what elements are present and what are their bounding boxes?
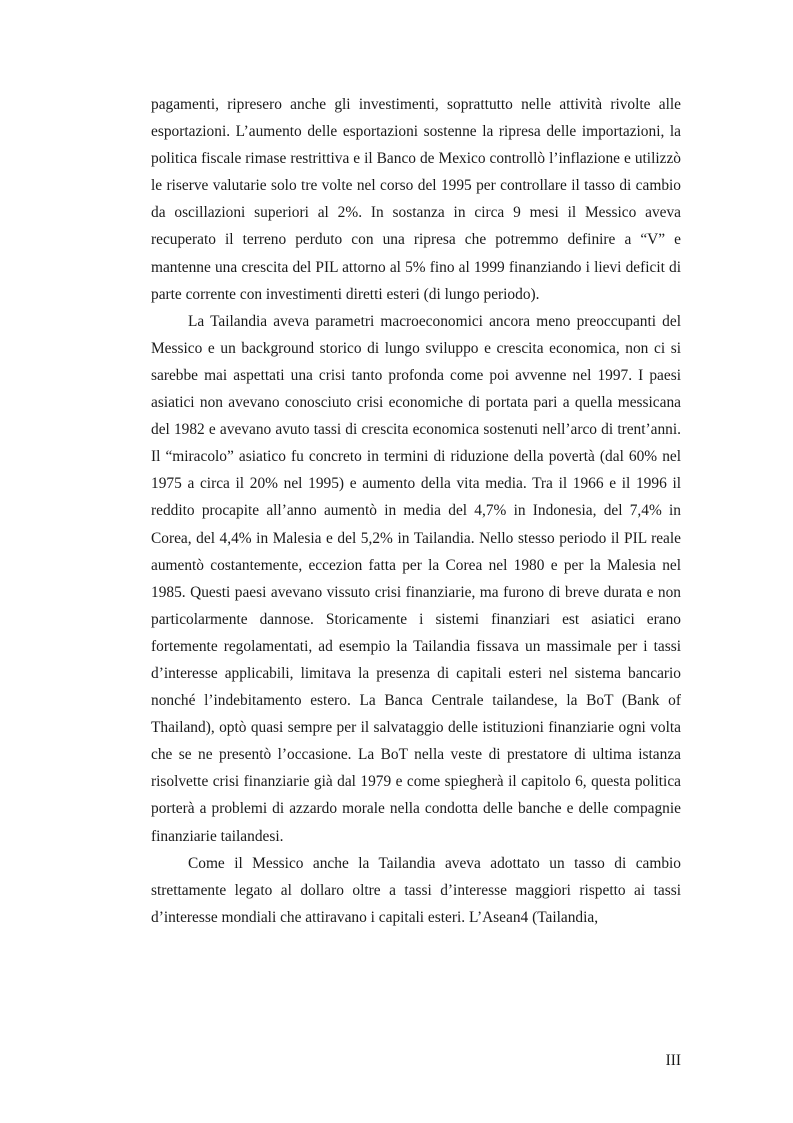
paragraph-mexico-recovery: pagamenti, ripresero anche gli investimenti, soprattutto nelle attività rivolte alle esportazioni. L’aumento delle esportazioni sostenne la ripresa delle importazioni, la politica fiscale rimase restrittiva e il Banco de Mexico controllò l’inflazione e utilizzò le riserve valutarie solo tre volte nel corso del 1995 per controllare il tasso di cambio da oscillazioni superiori al 2%. In sostanza in circa 9 mesi il Messico aveva recuperato il terreno perduto con una ripresa che potremmo definire a “V” e mantenne una crescita del PIL attorno al 5% fino al 1999 finanziando i lievi deficit di parte corrente con investimenti diretti esteri (di lungo periodo).	[151, 96, 681, 303]
paragraph-exchange-rate: Come il Messico anche la Tailandia aveva adottato un tasso di cambio strettamente legato al dollaro oltre a tassi d’interesse maggiori rispetto ai tassi d’interesse mondiali che attiravano i capitali esteri. L’Asean4 (Tailandia,	[151, 854, 681, 926]
page-number: III	[665, 1052, 681, 1069]
paragraph-thailand-background: La Tailandia aveva parametri macroeconomici ancora meno preoccupanti del Messico e un background storico di lungo sviluppo e crescita economica, non ci si sarebbe mai aspettati una crisi tanto profonda come poi avvenne nel 1997. I paesi asiatici non avevano conosciuto crisi economiche di portata pari a quella messicana del 1982 e avevano avuto tassi di crescita economica sostenuti nell’arco di trent’anni. Il “miracolo” asiatico fu concreto in termini di riduzione della povertà (dal 60% nel 1975 a circa il 20% nel 1995) e aumento della vita media. Tra il 1966 e il 1996 il reddito procapite all’anno aumentò in media del 4,7% in Indonesia, del 7,4% in Corea, del 4,4% in Malesia e del 5,2% in Tailandia. Nello stesso periodo il PIL reale aumentò costantemente, eccezion fatta per la Corea nel 1980 e per la Malesia nel 1985. Questi paesi avevano vissuto crisi finanziarie, ma furono di breve durata e non particolarmente dannose. Storicamente i sistemi finanziari est asiatici erano fortemente regolamentati, ad esempio la Tailandia fissava un massimale per i tassi d’interesse applicabili, limitava la presenza di capitali esteri nel sistema bancario nonché l’indebitamento estero. La Banca Centrale tailandese, la BoT (Bank of Thailand), optò quasi sempre per il salvataggio delle istituzioni finanziarie ogni volta che se ne presentò l’occasione. La BoT nella veste di prestatore di ultima istanza risolvette crisi finanziarie già dal 1979 e come spiegherà il capitolo 6, questa politica porterà a problemi di azzardo morale nella condotta delle banche e delle compagnie finanziarie tailandesi.	[151, 312, 681, 845]
document-body	[151, 91, 681, 931]
